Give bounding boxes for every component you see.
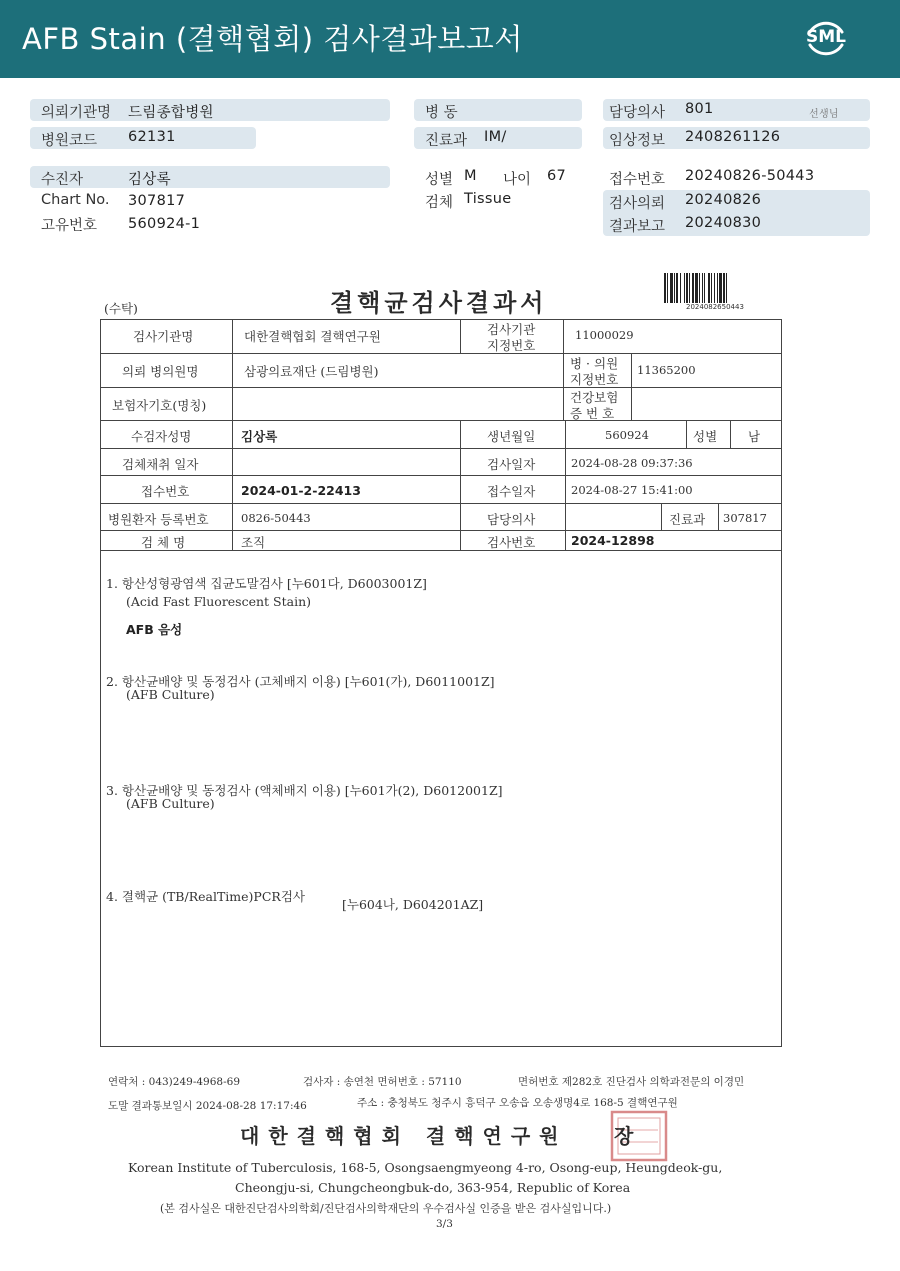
test-item-3: 3. 항산균배양 및 동정검사 (액체배지 이용) [누601가(2), D6012001Z] <box>106 783 503 798</box>
table-cell: 560924 <box>605 428 649 442</box>
footer-print-time: 도말 결과통보일시 2024-08-28 17:17:46 <box>108 1100 307 1112</box>
test-item-4-code: [누604나, D604201AZ] <box>342 897 484 912</box>
unique-label: 고유번호 <box>41 218 98 234</box>
table-cell: 대한결핵협회 결핵연구원 <box>244 329 381 344</box>
table-cell: 2024-08-27 15:41:00 <box>571 483 693 497</box>
footer-license: 면허번호 제282호 진단검사 의학과전문의 이경민 <box>518 1076 745 1088</box>
copy-mark: (수탁) <box>104 301 138 316</box>
request-value: 20240826 <box>685 192 762 208</box>
barcode <box>664 273 764 303</box>
barcode-number: 2024082650443 <box>686 303 744 311</box>
table-cell: 담당의사 <box>487 512 536 527</box>
table-cell: 조직 <box>241 535 266 550</box>
table-cell: 검사기관명 <box>133 329 194 344</box>
table-cell: 검 체 명 <box>141 535 186 550</box>
table-cell: 병원환자 등록번호 <box>108 512 209 527</box>
institution-label: 의뢰기관명 <box>41 105 112 121</box>
table-cell: 검사기관 <box>487 322 536 337</box>
test-item-1-result: AFB 음성 <box>126 622 183 637</box>
age-label: 나이 <box>503 172 532 188</box>
footer-contact: 연락처 : 043)249-4968-69 <box>108 1076 240 1088</box>
footer-organization: 대한결핵협회 결핵연구원 <box>240 1124 568 1148</box>
table-cell: 11365200 <box>637 363 696 377</box>
table-cell: 307817 <box>723 511 767 525</box>
test-item-1: 1. 항산성형광염색 집균도말검사 [누601다, D6003001Z] <box>106 576 427 591</box>
table-cell: 생년월일 <box>487 429 536 444</box>
hospital-code-value: 62131 <box>128 129 176 145</box>
table-cell: 0826-50443 <box>241 511 311 525</box>
unique-value: 560924-1 <box>128 216 201 232</box>
patient-label: 수진자 <box>41 172 84 188</box>
request-label: 검사의뢰 <box>609 196 666 212</box>
table-cell: 2024-01-2-22413 <box>241 483 361 498</box>
footer-address: 주소 : 충청북도 청주시 흥덕구 오송읍 오송생명4로 168-5 결핵연구원 <box>357 1097 678 1109</box>
table-cell: 건강보험 <box>570 390 619 405</box>
test-item-1-en: (Acid Fast Fluorescent Stain) <box>126 594 312 609</box>
table-cell: 지정번호 <box>487 338 536 353</box>
footer-certification: (본 검사실은 대한진단검사의학회/진단검사의학재단의 우수검사실 인증을 받은 검사실입니다.) <box>160 1202 612 1215</box>
table-cell: 2024-08-28 09:37:36 <box>571 456 693 470</box>
ward-label: 병 동 <box>425 105 458 121</box>
specimen-value: Tissue <box>464 191 512 207</box>
age-value: 67 <box>547 168 567 184</box>
chart-label: Chart No. <box>41 192 110 208</box>
table-cell: 수검자성명 <box>131 429 192 444</box>
table-cell: 검사일자 <box>487 457 536 472</box>
clinical-label: 임상정보 <box>609 133 666 149</box>
clinical-value: 2408261126 <box>685 129 781 145</box>
page-title: AFB Stain (결핵협회) 검사결과보고서 <box>22 22 523 56</box>
department-label: 진료과 <box>425 133 468 149</box>
table-cell: 2024-12898 <box>571 533 655 548</box>
sex-label: 성별 <box>425 172 454 188</box>
table-cell: 병 · 의원 <box>570 356 619 371</box>
doctor-value: 801 <box>685 101 714 117</box>
table-cell: 진료과 <box>669 512 706 527</box>
logo-text: SML <box>806 27 846 47</box>
table-cell: 검사번호 <box>487 535 536 550</box>
footer-examiner: 검사자 : 송연천 면허번호 : 57110 <box>303 1076 462 1088</box>
table-cell: 검체채취 일자 <box>122 457 199 472</box>
institution-value: 드림종합병원 <box>128 105 214 121</box>
patient-value: 김상록 <box>128 172 171 188</box>
chart-value: 307817 <box>128 193 186 209</box>
report-title: 결핵균검사결과서 <box>330 288 548 317</box>
test-item-4: 4. 결핵균 (TB/RealTime)PCR검사 <box>106 889 305 904</box>
doctor-suffix: 선생님 <box>809 109 839 120</box>
hospital-code-label: 병원코드 <box>41 133 98 149</box>
result-value: 20240830 <box>685 215 762 231</box>
sex-value: M <box>464 168 477 184</box>
doctor-label: 담당의사 <box>609 105 666 121</box>
table-cell: 성별 <box>693 429 718 444</box>
receipt-value: 20240826-50443 <box>685 168 815 184</box>
seal-char: 장 <box>614 1124 643 1148</box>
table-cell: 접수번호 <box>141 484 190 499</box>
table-cell: 남 <box>748 429 761 444</box>
table-cell: 김상록 <box>241 429 278 444</box>
table-cell: 접수일자 <box>487 484 536 499</box>
footer-english-2: Cheongju-si, Chungcheongbuk-do, 363-954, Republic of Korea <box>235 1180 631 1195</box>
table-cell: 11000029 <box>575 328 634 342</box>
footer-english-1: Korean Institute of Tuberculosis, 168-5, Osongsaengmyeong 4-ro, Osong-eup, Heungdeok-gu, <box>128 1160 723 1175</box>
table-cell: 지정번호 <box>570 372 619 387</box>
table-cell: 증 번 호 <box>570 406 615 421</box>
test-item-3-en: (AFB Culture) <box>126 796 215 811</box>
test-item-2-en: (AFB Culture) <box>126 687 215 702</box>
table-cell: 삼광의료재단 (드림병원) <box>244 364 379 379</box>
page-number: 3/3 <box>436 1218 453 1230</box>
department-value: IM/ <box>484 129 507 145</box>
specimen-label: 검체 <box>425 195 454 211</box>
result-label: 결과보고 <box>609 219 666 235</box>
table-cell: 의뢰 병의원명 <box>122 364 199 379</box>
test-item-2: 2. 항산균배양 및 동정검사 (고체배지 이용) [누601(가), D6011001Z] <box>106 674 495 689</box>
table-cell: 보험자기호(명칭) <box>112 398 207 413</box>
receipt-label: 접수번호 <box>609 172 666 188</box>
